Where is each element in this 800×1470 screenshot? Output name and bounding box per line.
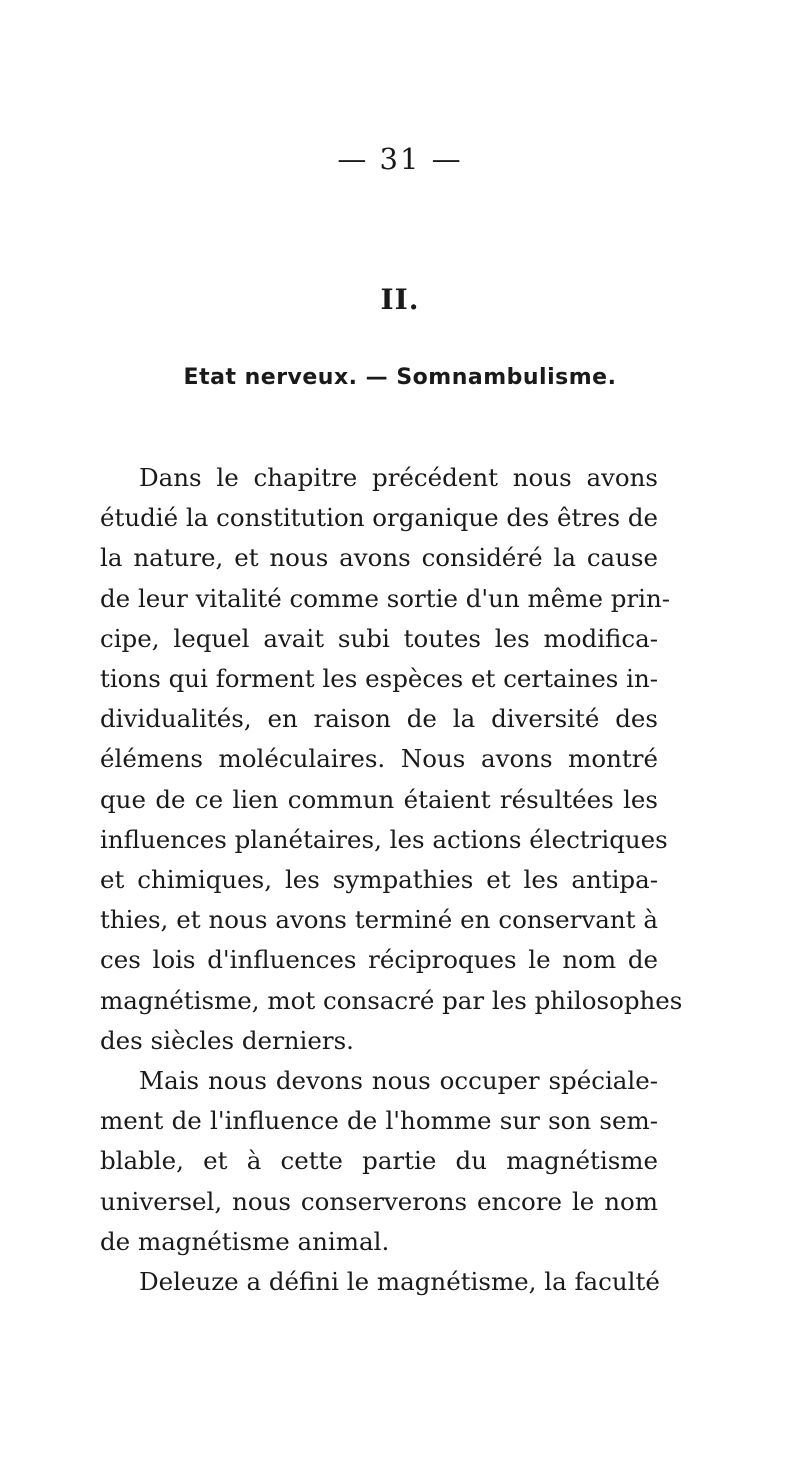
text-line: magnétisme, mot consacré par les philosophes bbox=[100, 985, 683, 1015]
text-line: dividualités, en raison de la diversité des bbox=[100, 704, 658, 734]
text-line: de magnétisme animal. bbox=[100, 1226, 390, 1256]
text-line: que de ce lien commun étaient résultées les bbox=[100, 784, 658, 814]
text-line: la nature, et nous avons considéré la cause bbox=[100, 543, 658, 573]
text-line: ces lois d'influences réciproques le nom de bbox=[100, 945, 658, 975]
text-line: étudié la constitution organique des êtres de bbox=[100, 503, 659, 533]
text-line: et chimiques, les sympathies et les antipa- bbox=[100, 865, 658, 895]
text-line: blable, et à cette partie du magnétisme bbox=[100, 1146, 658, 1176]
page-number: — 31 — bbox=[337, 142, 463, 176]
body-text bbox=[100, 458, 683, 1302]
text-line: Mais nous devons nous occuper spéciale- bbox=[139, 1066, 658, 1096]
text-line: influences planétaires, les actions électriques bbox=[100, 824, 668, 854]
text-line: tions qui forment les espèces et certaines in- bbox=[100, 664, 658, 694]
text-line: thies, et nous avons terminé en conservant à bbox=[100, 905, 658, 935]
text-line: Dans le chapitre précédent nous avons bbox=[139, 463, 658, 492]
text-line: des siècles derniers. bbox=[100, 1025, 354, 1055]
text-line: de leur vitalité comme sortie d'un même prin- bbox=[100, 583, 671, 613]
text-line: universel, nous conserverons encore le nom bbox=[100, 1186, 658, 1216]
text-line: élémens moléculaires. Nous avons montré bbox=[100, 744, 658, 774]
section-title: Etat nerveux. — Somnambulisme. bbox=[183, 365, 617, 390]
section-number: II. bbox=[380, 283, 420, 316]
text-line: Deleuze a défini le magnétisme, la faculté bbox=[139, 1267, 660, 1297]
text-line: ment de l'influence de l'homme sur son sem- bbox=[100, 1106, 658, 1136]
text-line: cipe, lequel avait subi toutes les modifica- bbox=[100, 623, 658, 653]
